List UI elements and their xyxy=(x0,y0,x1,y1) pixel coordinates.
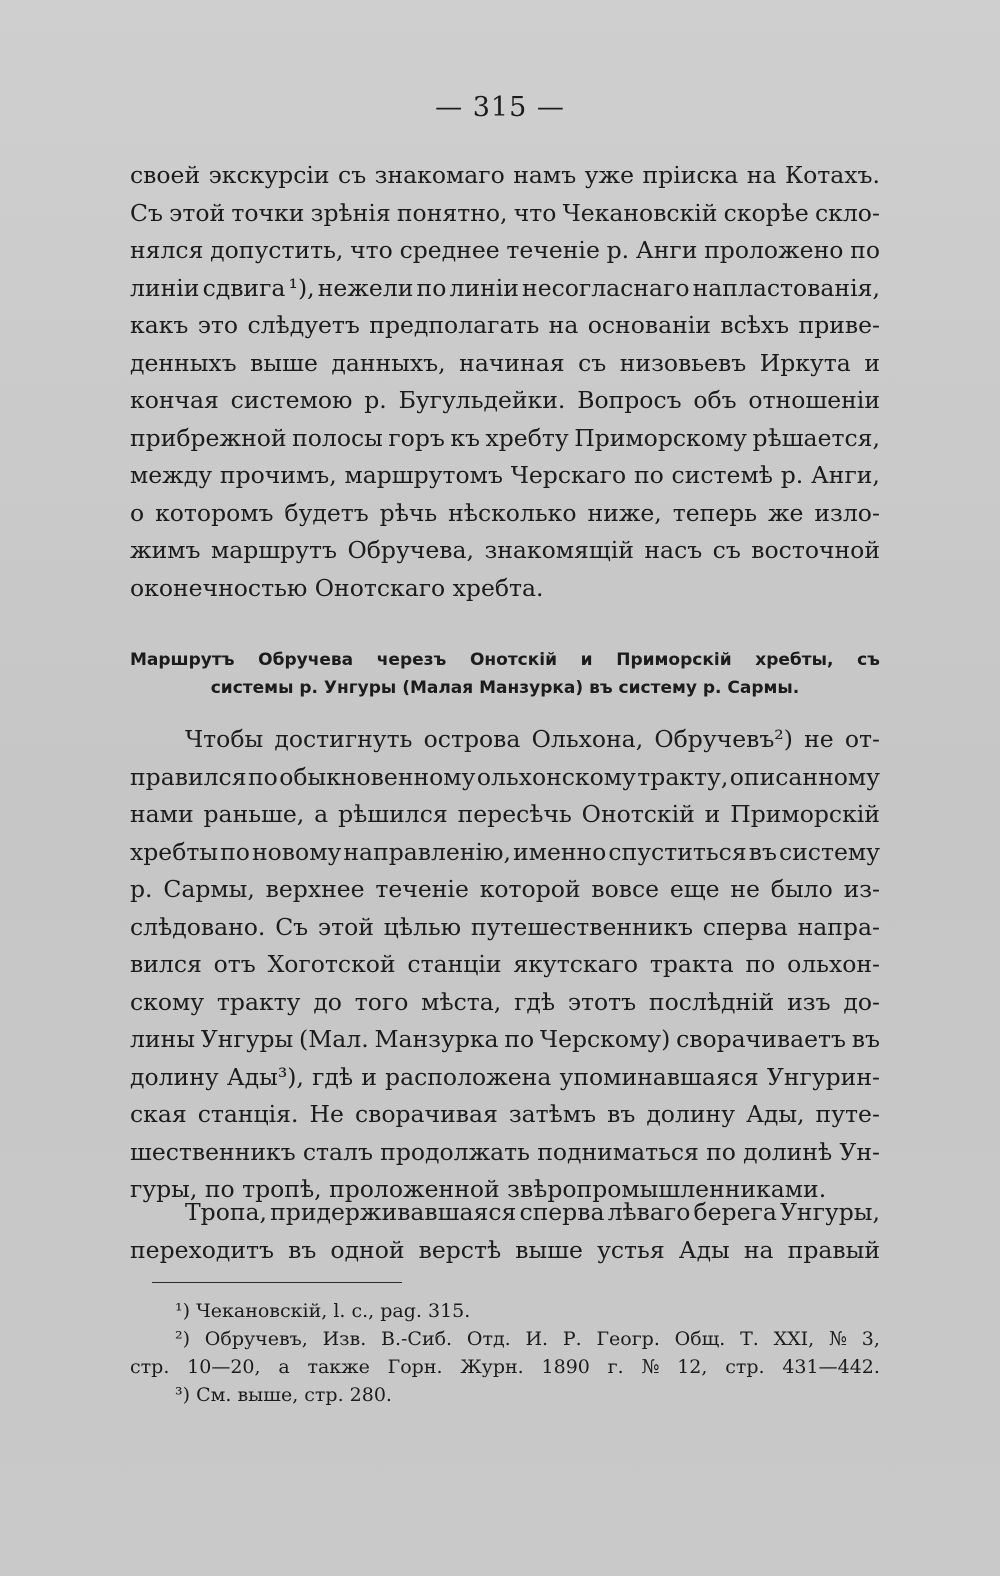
word: новому xyxy=(252,837,342,866)
word: Онотскій xyxy=(581,800,695,828)
word: слѣдуетъ xyxy=(247,311,360,339)
text-line xyxy=(130,1059,880,1097)
word: путе- xyxy=(815,1100,880,1128)
word: ²) xyxy=(175,1328,191,1350)
word: долину xyxy=(130,1062,219,1091)
paragraph-3 xyxy=(130,1194,880,1269)
word: приве- xyxy=(798,311,880,339)
word: Маршрутъ xyxy=(130,650,235,670)
word: вился xyxy=(130,950,202,978)
word: теченіе xyxy=(375,875,469,903)
word: отъ xyxy=(213,950,256,978)
text-line xyxy=(130,532,880,570)
word: съ xyxy=(712,536,741,564)
word: что xyxy=(350,236,393,264)
word: 10—20, xyxy=(187,1356,261,1378)
word: Приморскій xyxy=(616,650,732,670)
word: а xyxy=(278,1356,290,1378)
word: по xyxy=(247,762,278,791)
word: Тропа, xyxy=(185,1198,268,1226)
word: Геогр. xyxy=(596,1328,660,1350)
word: Черскаго xyxy=(510,461,627,489)
word: и xyxy=(361,1062,377,1091)
word: Унгуры xyxy=(200,1025,294,1053)
word: Сармы, xyxy=(163,875,255,903)
word: Обручевъ²) xyxy=(654,725,793,753)
word: низовьевъ xyxy=(619,348,747,377)
word: послѣдній xyxy=(648,987,775,1016)
text-line xyxy=(130,345,880,383)
word: по xyxy=(706,1137,736,1166)
word: от- xyxy=(844,725,880,753)
word: до- xyxy=(843,987,880,1016)
word: р. xyxy=(130,875,153,903)
word: данныхъ, xyxy=(331,348,446,377)
word: спуститься xyxy=(608,837,747,866)
word: по xyxy=(850,236,880,264)
word: хребту xyxy=(485,423,569,452)
word: какъ xyxy=(130,311,189,339)
word: этой xyxy=(317,912,374,941)
word: было xyxy=(770,875,833,903)
heading-line: системы р. Унгуры (Малая Манзурка) въ систему р. Сармы. xyxy=(210,678,800,698)
word: по xyxy=(416,273,447,302)
word: Р. xyxy=(562,1328,582,1350)
word: Унгурин- xyxy=(766,1062,880,1091)
word: выше xyxy=(515,1235,583,1264)
word: нежели xyxy=(317,273,414,302)
word: берега xyxy=(693,1198,777,1226)
word: пріиска xyxy=(642,161,739,189)
word: экскурсіи xyxy=(208,161,330,189)
word: сворачиваетъ xyxy=(676,1025,846,1053)
footnote: ¹) Чекановскій, l. c., pag. 315. xyxy=(175,1300,471,1322)
word: въ xyxy=(748,837,777,866)
text-line xyxy=(130,946,880,984)
word: которой xyxy=(479,875,581,903)
word: маршрутъ xyxy=(211,536,338,564)
word: упоминавшаяся xyxy=(559,1062,759,1091)
word: этотъ xyxy=(567,987,637,1016)
text-line: оконечностью Онотскаго хребта. xyxy=(130,573,544,602)
word: теченіе xyxy=(506,236,600,264)
word: не xyxy=(730,875,760,903)
text-line xyxy=(130,232,880,270)
word: основаніи xyxy=(587,311,711,339)
word: шественникъ xyxy=(130,1137,296,1166)
word: рѣшился xyxy=(338,800,448,828)
word: р. xyxy=(606,236,630,264)
word: прочимъ, xyxy=(219,461,337,489)
word: что xyxy=(513,198,557,227)
word: переходитъ xyxy=(130,1235,275,1264)
word: намъ xyxy=(513,161,577,189)
word: среднее xyxy=(399,236,500,264)
word: выше xyxy=(250,348,318,377)
word: также xyxy=(307,1356,370,1378)
word: нялся xyxy=(130,236,204,264)
word: Съ xyxy=(130,198,163,227)
word: верхнее xyxy=(265,875,365,903)
word: насъ xyxy=(644,536,703,564)
word: системѣ xyxy=(671,461,773,489)
word: жимъ xyxy=(130,536,201,564)
word: долинѣ xyxy=(743,1137,833,1166)
word: системою xyxy=(230,386,353,414)
word: изло- xyxy=(814,498,880,527)
text-line xyxy=(130,796,880,834)
word: Ун- xyxy=(839,1137,880,1166)
word: и xyxy=(864,348,880,377)
word: Ады xyxy=(678,1235,730,1264)
word: Журн. xyxy=(460,1356,524,1378)
word: г. xyxy=(607,1356,624,1378)
footnotes xyxy=(130,1297,880,1409)
text-line xyxy=(130,1232,880,1270)
word: денныхъ xyxy=(130,348,237,377)
word: съ xyxy=(338,161,367,189)
word: стр. xyxy=(725,1356,765,1378)
paragraph-1 xyxy=(130,157,880,607)
word: прибрежной xyxy=(130,423,287,452)
text-line xyxy=(130,495,880,533)
word: напластованія, xyxy=(692,273,880,302)
word: слѣдовано. xyxy=(130,912,266,941)
word: ольхон- xyxy=(787,950,880,978)
word: гдѣ xyxy=(312,1062,354,1091)
word: на xyxy=(548,311,579,339)
word: станція. xyxy=(197,1100,299,1128)
word: изъ xyxy=(787,987,831,1016)
word: восточной xyxy=(751,536,880,564)
word: напра- xyxy=(797,912,880,941)
word: еще xyxy=(669,875,720,903)
word: Общ. xyxy=(674,1328,726,1350)
word: раньше, xyxy=(203,800,305,828)
text-line xyxy=(130,721,880,759)
word: станціи xyxy=(407,950,502,978)
paragraph-2 xyxy=(130,721,880,1209)
word: Съ xyxy=(275,912,309,941)
word: В.-Сиб. xyxy=(381,1328,453,1350)
word: тракту xyxy=(216,987,301,1016)
word: из- xyxy=(843,875,880,903)
section-heading xyxy=(130,646,880,702)
word: линіи xyxy=(449,273,519,302)
page-number: — 315 — xyxy=(435,92,565,123)
word: по xyxy=(633,461,664,489)
word: якутскаго xyxy=(513,950,639,978)
text-line: гуры, по тропѣ, проложенной звѣропромышленниками. xyxy=(130,1175,827,1203)
word: Чтобы xyxy=(185,725,264,753)
word: придерживавшаяся xyxy=(270,1198,517,1226)
word: острова xyxy=(423,725,521,753)
text-line xyxy=(130,1021,880,1059)
word: Т. xyxy=(740,1328,759,1350)
word: Бугульдейки. xyxy=(398,386,566,414)
text-line xyxy=(130,759,880,797)
word: одной xyxy=(330,1235,405,1264)
word: ¹), xyxy=(288,273,315,302)
heading-line xyxy=(130,646,880,674)
word: (Мал. xyxy=(299,1025,369,1053)
word: нами xyxy=(130,800,194,828)
word: уже xyxy=(584,161,635,189)
word: въ xyxy=(607,1100,636,1128)
word: хребты, xyxy=(755,650,834,670)
word: допустить, xyxy=(210,236,344,264)
word: путешественникъ xyxy=(470,912,694,941)
word: линіи xyxy=(130,273,200,302)
word: мѣста, xyxy=(421,987,502,1016)
word: которомъ xyxy=(155,498,274,527)
word: Черскому) xyxy=(539,1025,671,1053)
word: долину xyxy=(646,1100,736,1128)
word: маршрутомъ xyxy=(344,461,503,489)
word: описанному xyxy=(729,762,880,791)
word: теперь xyxy=(672,498,758,527)
word: тракту, xyxy=(637,762,729,791)
word: по xyxy=(220,837,250,866)
text-line xyxy=(130,382,880,420)
word: скому xyxy=(130,987,205,1016)
word: черезъ xyxy=(376,650,447,670)
word: сдвига xyxy=(202,273,286,302)
word: къ xyxy=(450,423,480,452)
word: Онотскій xyxy=(469,650,558,670)
word: достигнуть xyxy=(274,725,413,753)
word: Приморскому xyxy=(574,423,747,452)
word: зрѣнія xyxy=(310,198,391,227)
text-line xyxy=(130,420,880,458)
word: тракта xyxy=(649,950,734,978)
word: Не xyxy=(309,1100,344,1128)
word: затѣмъ xyxy=(508,1100,597,1128)
text-line xyxy=(130,1194,880,1232)
word: всѣхъ xyxy=(720,311,790,339)
word: Манзурка xyxy=(374,1025,499,1053)
word: Ады, xyxy=(746,1100,805,1128)
word: 1890 xyxy=(541,1356,590,1378)
word: о xyxy=(130,498,145,527)
word: будетъ xyxy=(284,498,369,527)
word: Изв. xyxy=(322,1328,367,1350)
word: точки xyxy=(231,198,305,227)
word: сталъ xyxy=(302,1137,373,1166)
word: ниже, xyxy=(587,498,662,527)
word: знакомаго xyxy=(374,161,505,189)
footnote xyxy=(130,1325,880,1353)
word: нѣсколько xyxy=(448,498,577,527)
text-line xyxy=(130,984,880,1022)
word: ская xyxy=(130,1100,187,1128)
word: цѣлью xyxy=(383,912,462,941)
text-line xyxy=(130,1134,880,1172)
word: И. xyxy=(525,1328,549,1350)
word: проложено xyxy=(704,236,844,264)
word: Приморскій xyxy=(730,800,880,828)
word: сперва xyxy=(702,912,788,941)
word: начиная xyxy=(459,348,565,377)
word: Анги xyxy=(635,236,698,264)
word: Отд. xyxy=(466,1328,511,1350)
word: до xyxy=(313,987,342,1016)
word: между xyxy=(130,461,213,489)
word: 3, xyxy=(861,1328,880,1350)
text-line xyxy=(130,195,880,233)
word: Анги, xyxy=(811,461,880,489)
footnote-divider xyxy=(152,1282,402,1283)
word: и xyxy=(704,800,721,828)
word: Ады³), xyxy=(226,1062,304,1091)
word: а xyxy=(314,800,329,828)
word: несогласнаго xyxy=(522,273,690,302)
word: сворачивая xyxy=(354,1100,498,1128)
word: рѣшается, xyxy=(752,423,880,452)
word: подниматься xyxy=(537,1137,699,1166)
word: Ольхона, xyxy=(531,725,644,753)
word: стр. xyxy=(130,1356,170,1378)
word: 12, xyxy=(677,1356,708,1378)
word: предполагать xyxy=(369,311,540,339)
word: Чекановскій xyxy=(562,198,718,227)
word: вовсе xyxy=(591,875,660,903)
word: расположена xyxy=(385,1062,552,1091)
word: скло- xyxy=(815,198,880,227)
word: р. xyxy=(780,461,804,489)
word: Обручевъ, xyxy=(204,1328,308,1350)
word: съ xyxy=(578,348,607,377)
word: обыкновенному xyxy=(279,762,476,791)
word: № xyxy=(641,1356,660,1378)
word: XXI, xyxy=(773,1328,815,1350)
word: этой xyxy=(169,198,226,227)
word: горъ xyxy=(388,423,445,452)
word: № xyxy=(828,1328,847,1350)
word: сперва xyxy=(519,1198,605,1226)
word: Иркута xyxy=(759,348,851,377)
word: понятно, xyxy=(396,198,508,227)
word: своей xyxy=(130,161,201,189)
text-line xyxy=(130,307,880,345)
word: верстѣ xyxy=(418,1235,502,1264)
word: правый xyxy=(787,1235,880,1264)
word: ольхонскому xyxy=(476,762,636,791)
footnote xyxy=(130,1353,880,1381)
word: объ xyxy=(693,386,737,414)
word: устья xyxy=(597,1235,665,1264)
word: Хоготской xyxy=(267,950,396,978)
word: того xyxy=(354,987,409,1016)
word: пересѣчь xyxy=(457,800,572,828)
footnote: ³) См. выше, стр. 280. xyxy=(175,1384,392,1406)
word: по xyxy=(745,950,776,978)
word: направленію, xyxy=(343,837,511,866)
word: въ xyxy=(851,1025,880,1053)
text-line xyxy=(130,834,880,872)
word: скорѣе xyxy=(723,198,809,227)
word: рѣчь xyxy=(379,498,438,527)
word: знакомящій xyxy=(484,536,634,564)
word: Котахъ. xyxy=(784,161,880,189)
word: лѣваго xyxy=(607,1198,691,1226)
word: именно xyxy=(513,837,607,866)
word: Вопросъ xyxy=(577,386,682,414)
word: въ xyxy=(288,1235,317,1264)
word: хребты xyxy=(130,837,219,866)
word: Обручева xyxy=(258,650,354,670)
word: лины xyxy=(130,1025,195,1053)
word: систему xyxy=(778,837,880,866)
text-line xyxy=(130,457,880,495)
word: съ xyxy=(857,650,880,670)
word: р. xyxy=(364,386,387,414)
word: и xyxy=(580,650,593,670)
word: правился xyxy=(130,762,247,791)
word: по xyxy=(504,1025,535,1053)
word: это xyxy=(197,311,239,339)
text-line xyxy=(130,157,880,195)
text-line xyxy=(130,1096,880,1134)
word: на xyxy=(746,161,777,189)
word: же xyxy=(767,498,804,527)
text-line xyxy=(130,871,880,909)
word: Горн. xyxy=(387,1356,443,1378)
text-line xyxy=(130,270,880,308)
word: отношеніи xyxy=(748,386,880,414)
word: полосы xyxy=(292,423,383,452)
word: на xyxy=(743,1235,774,1264)
word: Унгуры, xyxy=(779,1198,880,1226)
word: кончая xyxy=(130,386,219,414)
word: продолжать xyxy=(380,1137,530,1166)
text-line xyxy=(130,909,880,947)
word: гдѣ xyxy=(514,987,556,1016)
word: не xyxy=(804,725,834,753)
word: Обручева, xyxy=(347,536,474,564)
word: 431—442. xyxy=(782,1356,880,1378)
